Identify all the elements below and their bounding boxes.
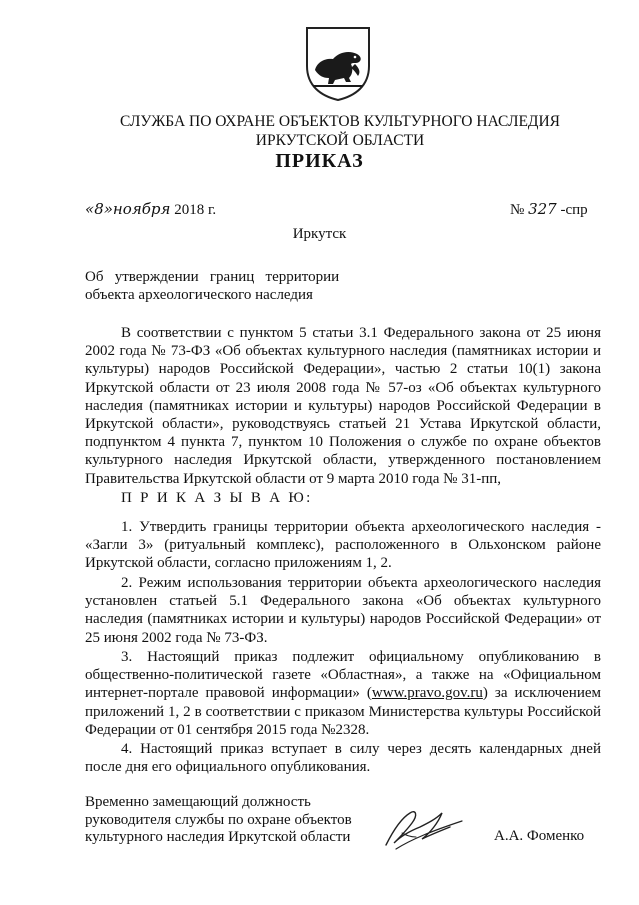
coat-of-arms-emblem [301,26,375,102]
order-word: П Р И К А З Ы В А Ю: [121,490,313,506]
date-open-quote: « [85,200,95,218]
order-item-1: 1. Утвердить границы территории объекта археологического наследия - «Загли 3» (ритуальный комплекс), расположенного в Ольхонском районе Иркутской области, согласно приложениям 1, 2. [85,519,601,572]
order-item-4: 4. Настоящий приказ вступает в силу через десять календарных дней после дня его официального опубликования. [85,741,601,776]
organization-line-1: СЛУЖБА ПО ОХРАНЕ ОБЪЕКТОВ КУЛЬТУРНОГО НАСЛЕДИЯ [119,113,561,130]
number-prefix: № [510,202,525,218]
item-3-text-after: ) за исключением приложений 1, 2 в соответствии с приказом Министерства культуры Российской Федерации от 01 сентября 2015 года №2328. [85,685,601,738]
document-type-title: ПРИКАЗ [275,150,364,172]
signatory-position [85,794,385,847]
document-number [510,200,588,219]
date-year: 2018 г. [170,202,217,218]
organization-line-2: ИРКУТСКОЙ ОБЛАСТИ [255,132,425,149]
order-item-2: 2. Режим использования территории объекта археологического наследия установлен статьей 5.1 Федерального закона «Об объектах культурного наследия (памятниках истории и культуры) народов Российской Федерации» от 25 июня 2002 года № 73-ФЗ. [85,575,601,646]
document-date [85,200,216,219]
preamble-paragraph: В соответствии с пунктом 5 статьи 3.1 Федерального закона от 25 июня 2002 года № 73-ФЗ «Об объектах культурного наследия (памятниках истории и культуры) народов Российской Федерации», частью 2 статьи 10(1) закона Иркутской области от 23 июля 2008 года № 57-оз «Об объектах культурного наследия (памятниках истории и культуры) народов Российской Федерации в Иркутской области», руководствуясь статьей 21 Устава Иркутской области, подпунктом 4 пункта 7, пунктом 10 Положения о службе по охране объектов культурного наследия Иркутской области, утвержденного постановлением Правительства Иркутской области от 9 марта 2010 года № 31-пп, [85,325,601,487]
signatory-position-line-2: руководителя службы по охране объектов [85,811,352,828]
pravo-gov-link[interactable]: www.pravo.gov.ru [371,685,483,702]
subject-line-2: объекта археологического наследия [85,287,313,303]
subject-line-1: Об утверждении границ территории [85,269,340,285]
organization-name [40,112,639,150]
irkutsk-coat-of-arms-icon [301,26,375,102]
document-subject [85,268,385,304]
date-close-quote: » [103,200,113,218]
signatory-position-line-3: культурного наследия Иркутской области [85,829,351,845]
item-3-text-before: 3. Настоящий приказ подлежит официальному опубликованию в общественно-политической газете «Областная», а также на «Официальном интернет-портале правовой информации» ( [85,649,601,702]
handwritten-signature [366,793,474,859]
signatory-name: А.А. Фоменко [494,828,585,844]
date-month: ноября [112,200,171,218]
number-suffix: -спр [560,202,588,218]
number-value: 327 [528,200,557,218]
signatory-position-line-1: Временно замещающий должность [85,794,311,810]
order-item-3 [85,648,601,739]
date-day: 8 [94,200,104,218]
document-city: Иркутск [292,226,347,242]
